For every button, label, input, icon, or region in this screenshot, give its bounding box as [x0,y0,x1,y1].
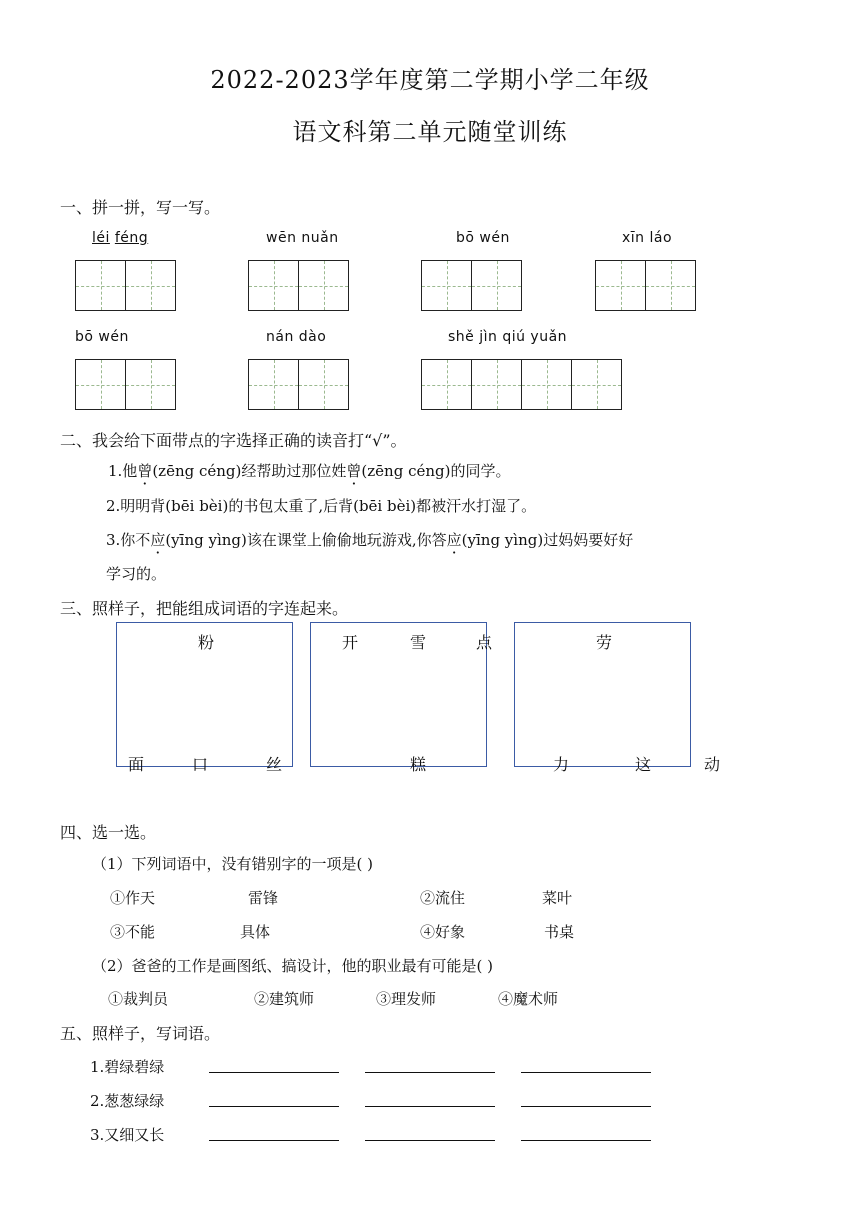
pinyin-1: léi féng [92,230,149,246]
section-4-heading: 四、选一选。 [60,823,157,842]
answer-blank-1b[interactable] [365,1072,495,1073]
answer-blank-2b[interactable] [365,1106,495,1107]
writing-grid-5[interactable] [75,359,176,411]
writing-grid-6[interactable] [248,359,349,411]
pinyin-2: wēn nuǎn [266,230,339,246]
char-dong[interactable]: 动 [704,755,721,774]
pinyin-5: bō wén [75,329,129,345]
title-line-1: 2022-2023学年度第二学期小学二年级 [210,66,650,94]
answer-blank-1a[interactable] [209,1072,339,1073]
option-2a[interactable]: ②流住 [420,889,466,907]
answer-blank-3b[interactable] [365,1140,495,1141]
word-pattern-2: 2.葱葱绿绿 [90,1092,165,1110]
option-1a[interactable]: ①作天 [110,889,156,907]
char-gao[interactable]: 糕 [410,755,427,774]
option-p1[interactable]: ①裁判员 [108,990,169,1008]
char-dian[interactable]: 点 [476,633,493,652]
pinyin-6: nán dào [266,329,327,345]
option-3a[interactable]: ③不能 [110,923,156,941]
option-3b: 具体 [240,923,271,941]
title-line-2: 语文科第二单元随堂训练 [292,118,568,146]
writing-grid-1[interactable] [75,260,176,312]
writing-grid-7[interactable] [421,359,622,411]
char-si[interactable]: 丝 [266,755,283,774]
question-4-2: （2）爸爸的工作是画图纸、搞设计，他的职业最有可能是( ) [92,957,494,975]
section-2-heading: 二、我会给下面带点的字选择正确的读音打“√”。 [60,431,407,450]
char-zhe[interactable]: 这 [635,755,652,774]
option-4a[interactable]: ④好象 [420,923,466,941]
answer-blank-3c[interactable] [521,1140,651,1141]
question-2-3-cont: 学习的。 [106,565,167,583]
word-pattern-3: 3.又细又长 [90,1126,165,1144]
match-box-2 [310,622,487,767]
answer-blank-3a[interactable] [209,1140,339,1141]
option-p2[interactable]: ②建筑师 [254,990,315,1008]
char-kai[interactable]: 开 [342,633,359,652]
option-2b: 菜叶 [542,889,573,907]
option-4b: 书桌 [544,923,575,941]
question-2-2: 2.明明背(bēi bèi)的书包太重了,后背(bēi bèi)都被汗水打湿了。 [106,497,537,515]
pinyin-4: xīn láo [622,230,673,246]
char-lao[interactable]: 劳 [596,633,613,652]
writing-grid-4[interactable] [595,260,696,312]
pinyin-3: bō wén [456,230,510,246]
question-2-1: 1.他曾(zēng céng)经帮助过那位姓曾(zēng céng)的同学。 [108,462,511,480]
pinyin-7: shě jìn qiú yuǎn [448,329,568,345]
section-1-heading: 一、拼一拼，写一写。 [60,198,221,217]
char-xue[interactable]: 雪 [410,633,427,652]
writing-grid-2[interactable] [248,260,349,312]
answer-blank-1c[interactable] [521,1072,651,1073]
question-2-3: 3.你不应(yīng yìng)该在课堂上偷偷地玩游戏,你答应(yīng yìng)过妈妈要好好 [106,531,634,549]
char-li[interactable]: 力 [553,755,570,774]
option-1b: 雷锋 [248,889,279,907]
char-fen[interactable]: 粉 [198,633,215,652]
answer-blank-2a[interactable] [209,1106,339,1107]
word-pattern-1: 1.碧绿碧绿 [90,1058,165,1076]
section-3-heading: 三、照样子，把能组成词语的字连起来。 [60,599,349,618]
answer-blank-2c[interactable] [521,1106,651,1107]
option-p3[interactable]: ③理发师 [376,990,437,1008]
char-kou[interactable]: 口 [192,755,209,774]
section-5-heading: 五、照样子，写词语。 [60,1024,221,1043]
char-mian[interactable]: 面 [128,755,145,774]
option-p4[interactable]: ④魔术师 [498,990,559,1008]
question-4-1: （1）下列词语中，没有错别字的一项是( ) [92,855,374,873]
writing-grid-3[interactable] [421,260,522,312]
